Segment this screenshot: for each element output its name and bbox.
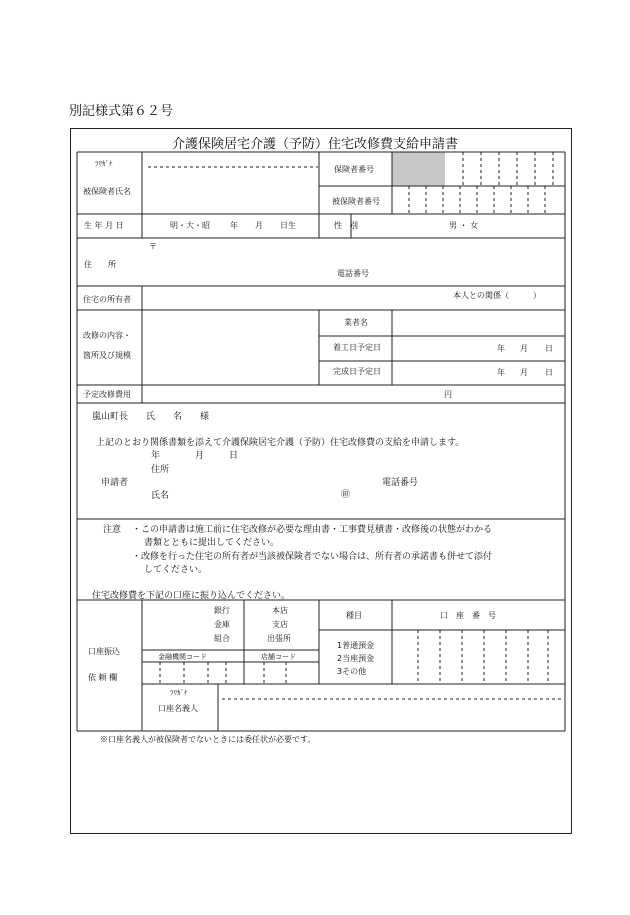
branch-type-head: 本店 [272, 606, 288, 615]
footnote: ※口座名義人が被保険者でないときには委任状が必要です。 [100, 735, 316, 744]
gender-options: 男 ・ 女 [449, 221, 479, 230]
seal-mark: ㊞ [341, 490, 351, 500]
furigana-label: ﾌﾘｶﾞﾅ [95, 160, 113, 168]
application-year: 年 [151, 451, 161, 461]
applicant-name-label: 氏名 [151, 491, 170, 501]
applicant-phone-label: 電話番号 [382, 478, 419, 488]
bank-instruction: 住宅改修費を下記の口座に振り込んでください。 [92, 591, 291, 601]
end-date-label: 完成日予定日 [333, 367, 381, 376]
account-kind-label: 種目 [346, 611, 362, 620]
notes-label: 注意 [103, 525, 122, 535]
contractor-label: 業者名 [344, 318, 368, 327]
application-statement: 上記のとおり関係書類を添えて介護保険居宅介護（予防）住宅改修費の支給を申請します。 [96, 438, 465, 448]
insured-name-label: 被保険者氏名 [83, 187, 131, 196]
bank-type-bank: 銀行 [214, 606, 230, 615]
yen-unit: 円 [444, 390, 452, 399]
phone-label: 電話番号 [337, 269, 369, 278]
planned-cost-label: 予定改修費用 [83, 390, 131, 399]
applicant-label: 申請者 [101, 478, 129, 488]
bank-type-credit: 金庫 [214, 620, 230, 629]
note2-line1: ・改修を行った住宅の所有者が当該被保険者でない場合は、所有者の承諾書も併せて添付 [132, 552, 493, 562]
postal-mark: 〒 [149, 242, 157, 251]
form-title: 介護保険居宅介護（予防）住宅改修費支給申請書 [171, 137, 458, 152]
note1-line1: ・この申請書は施工前に住宅改修が必要な理由書・工事費見積書・改修後の状態がわかる [132, 525, 493, 535]
branch-type-office: 出張所 [267, 634, 291, 643]
relation-label: 本人との関係（ ） [453, 291, 541, 300]
birth-day-unit: 日生 [280, 221, 296, 230]
addressee: 嵐山町長 氏 名 様 [92, 412, 210, 422]
application-day: 日 [229, 451, 239, 461]
insured-number-label: 被保険者番号 [332, 197, 380, 206]
start-day-unit: 日 [545, 344, 553, 353]
bank-type-union: 組合 [214, 634, 230, 643]
outer-frame [71, 129, 572, 834]
end-month-unit: 月 [520, 368, 528, 377]
holder-furigana-label: ﾌﾘｶﾞﾅ [170, 689, 188, 697]
start-date-label: 着工日予定日 [333, 343, 381, 352]
insurer-number-label: 保険者番号 [334, 165, 374, 174]
branch-type-branch: 支店 [272, 620, 288, 629]
note2-line2: してください。 [144, 565, 208, 575]
note1-line2: 書類とともに提出してください。 [144, 538, 280, 548]
account-number-label: 口 座 番 号 [440, 611, 496, 620]
branch-code-label: 店舗コード [261, 653, 296, 661]
start-month-unit: 月 [520, 344, 528, 353]
account-type-3: 3その他 [337, 667, 367, 676]
account-type-1: 1普通預金 [337, 641, 375, 650]
insurer-number-shaded-cell [392, 152, 445, 186]
birthdate-label: 生 年 月 日 [84, 221, 124, 230]
account-type-2: 2当座預金 [337, 654, 375, 663]
end-year-unit: 年 [497, 368, 505, 377]
applicant-address-label: 住所 [151, 465, 170, 475]
era-options: 明・大・昭 [170, 221, 210, 230]
address-label: 住 所 [84, 260, 116, 269]
content-label-line2: 箇所及び規模 [83, 351, 131, 360]
gender-label: 性 別 [334, 221, 358, 230]
start-year-unit: 年 [497, 344, 505, 353]
birth-year-unit: 年 [230, 221, 238, 230]
transfer-label: 口座振込 [88, 647, 120, 656]
owner-label: 住宅の所有者 [83, 295, 131, 304]
end-day-unit: 日 [545, 368, 553, 377]
holder-label: 口座名義人 [158, 704, 198, 713]
institution-code-label: 金融機関コード [158, 653, 207, 661]
content-label-line1: 改修の内容・ [83, 331, 131, 340]
birth-month-unit: 月 [255, 221, 263, 230]
application-month: 月 [195, 451, 205, 461]
form-number: 別記様式第６２号 [69, 104, 174, 119]
request-label: 依 頼 欄 [88, 673, 118, 682]
